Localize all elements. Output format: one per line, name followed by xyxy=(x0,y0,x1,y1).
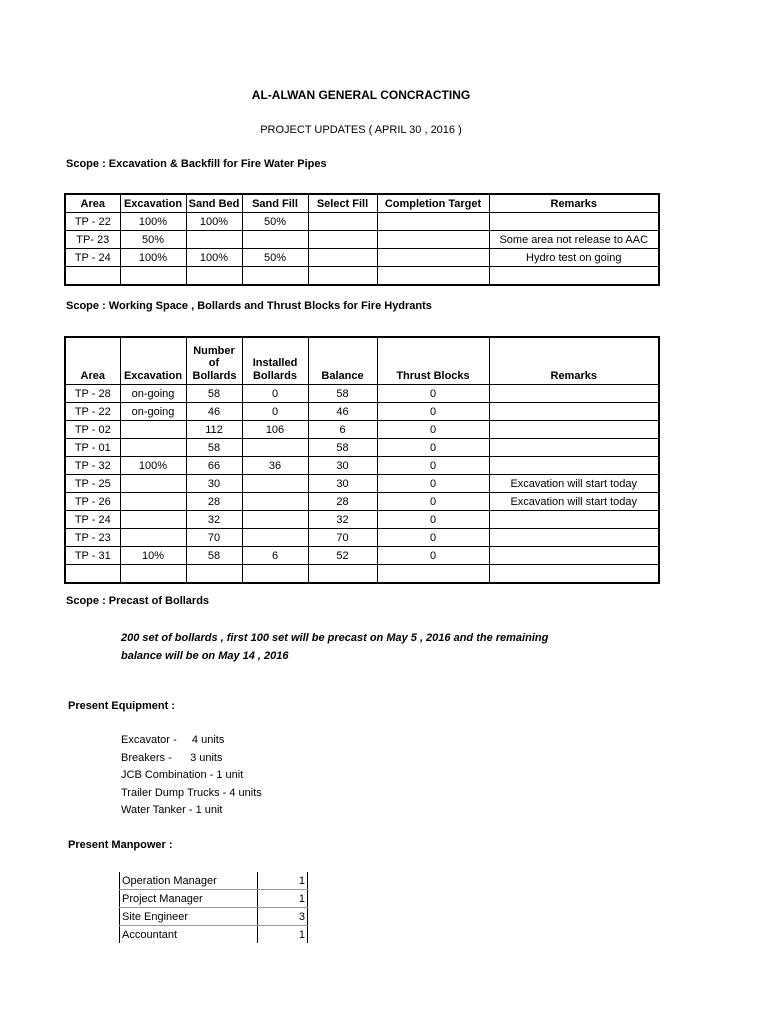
table-cell xyxy=(308,565,377,584)
table-cell: 6 xyxy=(308,421,377,439)
manpower-count: 1 xyxy=(258,872,308,890)
table-cell xyxy=(242,529,308,547)
table-cell xyxy=(120,529,186,547)
col-header-excavation: Excavation xyxy=(120,194,186,213)
table-cell xyxy=(242,493,308,511)
manpower-role: Accountant xyxy=(120,926,258,944)
table-cell xyxy=(377,231,489,249)
table-cell: 58 xyxy=(308,385,377,403)
table-cell xyxy=(489,403,659,421)
table-cell: 70 xyxy=(186,529,242,547)
table-cell: 0 xyxy=(377,511,489,529)
table-cell: TP - 24 xyxy=(65,249,120,267)
table-cell xyxy=(120,475,186,493)
table-row xyxy=(120,872,308,890)
table-cell: Some area not release to AAC xyxy=(489,231,659,249)
col-header-thrust-blocks: Thrust Blocks xyxy=(377,337,489,385)
table-cell xyxy=(120,267,186,286)
table-cell xyxy=(377,565,489,584)
table-row xyxy=(65,213,659,231)
table-cell xyxy=(489,511,659,529)
table-cell: 70 xyxy=(308,529,377,547)
col-header-area: Area xyxy=(65,337,120,385)
table-cell: on-going xyxy=(120,403,186,421)
table-header-row xyxy=(65,337,659,385)
table-cell: 30 xyxy=(308,475,377,493)
table-row xyxy=(65,529,659,547)
table-cell xyxy=(186,267,242,286)
table-cell: 0 xyxy=(377,529,489,547)
table-row xyxy=(65,565,659,584)
table-cell xyxy=(65,565,120,584)
manpower-role: Operation Manager xyxy=(120,872,258,890)
table-cell xyxy=(489,385,659,403)
col-header-remarks: Remarks xyxy=(489,337,659,385)
table-cell: 46 xyxy=(186,403,242,421)
table-row xyxy=(65,457,659,475)
table-cell: TP - 02 xyxy=(65,421,120,439)
table-cell: TP - 25 xyxy=(65,475,120,493)
table-cell xyxy=(120,565,186,584)
table-cell: 0 xyxy=(377,385,489,403)
table-cell: 100% xyxy=(120,249,186,267)
table-cell: 50% xyxy=(120,231,186,249)
equipment-title: Present Equipment : xyxy=(68,700,175,712)
table-cell: 0 xyxy=(377,475,489,493)
table-cell: 0 xyxy=(377,457,489,475)
table-cell: 0 xyxy=(377,493,489,511)
table-cell xyxy=(120,493,186,511)
table-cell: 58 xyxy=(186,439,242,457)
col-header-number-of-bollards: Number of Bollards xyxy=(186,337,242,385)
manpower-count: 1 xyxy=(258,890,308,908)
table-cell: 30 xyxy=(186,475,242,493)
table-row xyxy=(65,493,659,511)
table-cell xyxy=(242,267,308,286)
table-cell: 0 xyxy=(377,547,489,565)
table-row xyxy=(65,439,659,457)
table-row xyxy=(65,267,659,286)
manpower-role: Project Manager xyxy=(120,890,258,908)
scope-title-bollards-thrust-blocks: Scope : Working Space , Bollards and Thrust Blocks for Fire Hydrants xyxy=(66,300,432,312)
table-cell: Excavation will start today xyxy=(489,493,659,511)
table-cell xyxy=(65,267,120,286)
table-cell: 100% xyxy=(120,457,186,475)
manpower-title: Present Manpower : xyxy=(68,839,173,851)
table-cell: 58 xyxy=(186,547,242,565)
table-cell: TP - 23 xyxy=(65,529,120,547)
table-cell: 100% xyxy=(120,213,186,231)
table-cell: 32 xyxy=(186,511,242,529)
table-cell xyxy=(186,231,242,249)
table-row xyxy=(120,926,308,944)
table-cell: 66 xyxy=(186,457,242,475)
table-cell: 58 xyxy=(186,385,242,403)
scope-title-excavation-backfill: Scope : Excavation & Backfill for Fire Water Pipes xyxy=(66,158,327,170)
table-row xyxy=(65,249,659,267)
manpower-role: Site Engineer xyxy=(120,908,258,926)
table-row xyxy=(65,231,659,249)
excavation-backfill-table xyxy=(64,193,660,286)
table-cell xyxy=(489,457,659,475)
table-cell xyxy=(489,421,659,439)
table-cell xyxy=(489,565,659,584)
table-cell xyxy=(242,439,308,457)
equipment-list xyxy=(121,732,262,820)
col-header-remarks: Remarks xyxy=(489,194,659,213)
col-header-sand-bed: Sand Bed xyxy=(186,194,242,213)
table-row xyxy=(65,511,659,529)
list-item: Water Tanker - 1 unit xyxy=(121,804,223,817)
table-cell xyxy=(242,511,308,529)
list-item: Trailer Dump Trucks - 4 units xyxy=(121,786,262,799)
table-cell: 30 xyxy=(308,457,377,475)
table-cell: TP- 23 xyxy=(65,231,120,249)
table-cell: on-going xyxy=(120,385,186,403)
table-cell xyxy=(308,249,377,267)
table-cell: TP - 24 xyxy=(65,511,120,529)
table-cell xyxy=(377,213,489,231)
table-cell: TP - 31 xyxy=(65,547,120,565)
table-row xyxy=(120,890,308,908)
list-item: Excavator - 4 units xyxy=(121,734,225,746)
table-cell: 28 xyxy=(308,493,377,511)
table-cell xyxy=(489,547,659,565)
table-cell xyxy=(242,231,308,249)
table-cell: 6 xyxy=(242,547,308,565)
precast-note xyxy=(121,629,548,665)
table-cell: 36 xyxy=(242,457,308,475)
table-cell: 10% xyxy=(120,547,186,565)
table-cell xyxy=(377,249,489,267)
table-cell: 0 xyxy=(377,403,489,421)
table-row xyxy=(65,385,659,403)
table-cell: 100% xyxy=(186,213,242,231)
table-cell xyxy=(242,475,308,493)
manpower-table xyxy=(119,872,308,943)
precast-note-line: balance will be on May 14 , 2016 xyxy=(121,650,289,662)
table-cell xyxy=(489,267,659,286)
table-cell xyxy=(308,231,377,249)
table-cell xyxy=(308,267,377,286)
list-item: Breakers - 3 units xyxy=(121,751,223,764)
table-cell xyxy=(242,565,308,584)
table-row xyxy=(65,403,659,421)
table-cell: 106 xyxy=(242,421,308,439)
bollards-thrust-blocks-table xyxy=(64,336,660,584)
table-cell xyxy=(489,529,659,547)
col-header-excavation: Excavation xyxy=(120,337,186,385)
table-cell: 46 xyxy=(308,403,377,421)
table-cell: 0 xyxy=(242,403,308,421)
table-cell xyxy=(120,511,186,529)
scope-title-precast-bollards: Scope : Precast of Bollards xyxy=(66,595,210,607)
col-header-completion-target: Completion Target xyxy=(377,194,489,213)
table-row xyxy=(65,421,659,439)
table-cell: TP - 01 xyxy=(65,439,120,457)
table-cell: TP - 26 xyxy=(65,493,120,511)
table-cell: 0 xyxy=(377,421,489,439)
table-cell xyxy=(489,213,659,231)
table-cell: TP - 22 xyxy=(65,403,120,421)
table-cell xyxy=(489,439,659,457)
table-cell: TP - 22 xyxy=(65,213,120,231)
company-name: AL-ALWAN GENERAL CONCRACTING xyxy=(251,88,471,102)
col-header-balance: Balance xyxy=(308,337,377,385)
table-cell: TP - 28 xyxy=(65,385,120,403)
table-cell: 0 xyxy=(242,385,308,403)
table-cell: TP - 32 xyxy=(65,457,120,475)
col-header-select-fill: Select Fill xyxy=(308,194,377,213)
table-cell: Hydro test on going xyxy=(489,249,659,267)
table-row xyxy=(120,908,308,926)
table-cell: Excavation will start today xyxy=(489,475,659,493)
manpower-count: 3 xyxy=(258,908,308,926)
table-cell xyxy=(308,213,377,231)
table-cell xyxy=(120,421,186,439)
report-subtitle: PROJECT UPDATES ( APRIL 30 , 2016 ) xyxy=(260,124,462,136)
table-cell: 28 xyxy=(186,493,242,511)
table-cell: 112 xyxy=(186,421,242,439)
table-cell: 100% xyxy=(186,249,242,267)
precast-note-line: 200 set of bollards , first 100 set will be precast on May 5 , 2016 and the remaining xyxy=(121,632,549,644)
col-header-area: Area xyxy=(65,194,120,213)
col-header-sand-fill: Sand Fill xyxy=(242,194,308,213)
table-cell: 32 xyxy=(308,511,377,529)
table-header-row xyxy=(65,194,659,213)
manpower-count: 1 xyxy=(258,926,308,944)
table-cell: 50% xyxy=(242,249,308,267)
list-item: JCB Combination - 1 unit xyxy=(121,769,244,782)
table-row xyxy=(65,547,659,565)
table-cell xyxy=(186,565,242,584)
table-cell xyxy=(377,267,489,286)
table-cell: 52 xyxy=(308,547,377,565)
col-header-installed-bollards: Installed Bollards xyxy=(242,337,308,385)
table-cell xyxy=(120,439,186,457)
table-cell: 58 xyxy=(308,439,377,457)
table-row xyxy=(65,475,659,493)
table-cell: 0 xyxy=(377,439,489,457)
table-cell: 50% xyxy=(242,213,308,231)
